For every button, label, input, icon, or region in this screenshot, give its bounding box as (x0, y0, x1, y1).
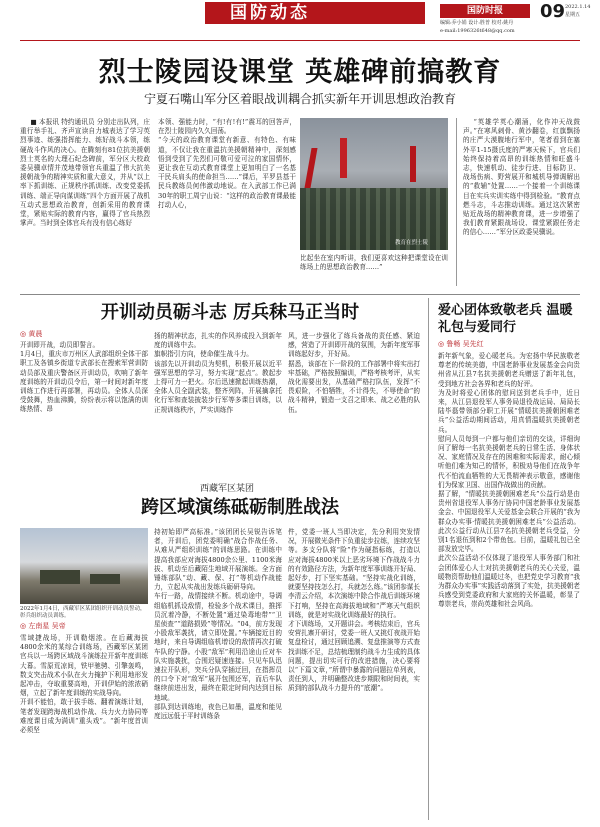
article3-kicker: 西藏军区某团 (200, 484, 255, 494)
lead-bottom-rule (20, 294, 580, 295)
page-number: 09 (540, 1, 566, 22)
article2-column-2: 扬的精神状态，扎实的作风养成投入到新年度的训练中去。 旗帜指引方向，使命催生战斗力。 该部先以开训动员为契机，积极开展以近平强军思想的学习，努力实现“起点”。教起步上得可力一把火。尔后迅速掀起训练热潮，全体人员全副武装，整齐列阵，开展擒拿托化行军和查装披装步行军等多课目训练，以正规训练秩序，严实训练作 (154, 332, 282, 414)
lead-column-3: 比起坐在室内听讲，我们更喜欢这种把课堂设在训练场上的思想政治教育……” (300, 254, 448, 272)
article3-headline: 跨区域演练砥砺制胜战法 (141, 497, 339, 518)
lead-column-4: “英雄学英心潮涌，化作冲天战鼓声。”在寒风刺骨、黄沙翻卷，红旗飘扬的庄严大漠腹地行军中，笔者看到在塞外平1-15摄氏度的严寒天候下，官兵们始终保持着高昂的训练热情和旺盛斗志，快速机动、徒步行进、目标防卫、战场伤病、野营展开和城机导弹调解出的“救辅”处置……一个接着一个训练课目在实兵实训实练中得到检验。“教育点燃斗志，斗志推动训练。通过这次紧密贴近战场的精神教育课，进一步增强了我们教育紧跟战场设、课堂紧跟任务走的信心……”军分区政委吴骥说。 (456, 118, 580, 286)
article3-photo-caption: 2022年1月4日，西藏军区某团组织开训动员誓动，彰兵组织动员训练。 (20, 606, 146, 619)
lead-column-1: ■ 本报讯 特约通讯员 分别走出队列，庄重行举手礼、齐声宣读自力城表达了学习英烈事迹、练强指挥能力、练好战斗本领，练硬战斗作风的决心。在腾刻有81位抗美援朝烈士英名的大理石纪念碑前，军分区大校政委吴骥卓情并茂地带领官兵重温了伟大抗美援朝战争的精神实质和重大意义，并从“以上率下抓训练、正规秩序抓训练、改变党委抓训练、端正导向谋训练”四个方面开展了战机互动式思想政治教育，创新采用的教育课堂，紧贴实际的教育内容，赢得了官兵热烈掌声。当时到全体官兵有没有信心练好 (20, 118, 150, 228)
article2-column-1: 开训即开战，动员即誓言。 1月4日，重庆市万州区人武部组织全体干部职工及各镇乡街道专武部长在搜索军营训防动员部及重庆警备区开训动员，吹响了新年度训练的开训动员令后，第一时间对新年度训练工作进行再部署，再动员。全体人员深受鼓舞，热血沸腾，纷纷表示将以饱满的训练热情、昂 (20, 341, 148, 414)
article3-byline: ◎ 左南星 吴帝 (20, 622, 66, 630)
editor-email: e-mail:1996326t648@qq.com (440, 28, 515, 34)
newspaper-logo: 国防时报 (440, 4, 530, 18)
right-column-divider (428, 298, 429, 820)
article2-byline: ◎ 黄晨 (20, 330, 43, 338)
lead-column-2: 本领、强能力时，“有!有!有!”震耳的回答声，在烈士陵园内久久回荡。 “今天的政治教育课堂有新意、有特色、有味道，不仅让我在重温抗美援朝精神中，深刻感悟到受到了先烈们可敬可爱可泣的家国情怀，更让我在互动式教育课堂上更加明白了一名基干民兵肩头的使命担当……”课后，平罗县基干民兵教练员何伟激动地说。在入武部工作已满30年的职工周宁山说：“这样的政治教育课最能打动人心， (158, 118, 296, 209)
article3-column-1: 雪域捷战场，开训勒烟浓。在后藏海拔4800余米的某综合训练场，西藏军区某团官兵以一场跨区域战斗演练拉开新年度训练大幕。雪原荒凉间，铁甲驰骋、引擎轰鸣，数支突击战术小队在火力掩护下利用地形发起冲击，夺取重要高地，开训伊始的浓浓硝烟，立起了新年度训练的实战导向。 开训不能怕，敢于拔手练、翻着演练计划，笔者发现跨海战机动作战、兵力火力协同等难度课目成为满训“重头戏”。“新年度首训必须坚 (20, 634, 148, 735)
header-rule (20, 40, 580, 41)
article3-column-3: 件，党委一班人当即决定，先分利用突发情况，开展微光条件下负重徒步拉练，连续攻坚等。多支分队将“险”作为硬指标练，打造以应对海拔4800米以上恶劣环境下作战战斗力的有效路径方法，为新年度军事训练开好局、起好步，打下坚实基础。“坚持实战化训练，就要坚持技怎么打，兵就怎么练。”该团参谋长李清云介绍，本次演练中除合作战后训练环境下打响，坚持在高海拔地域和“严寒天气组织训练，就是对实战化训练最好的执行。 才下训练场，又开题讲会。考核结束后，官兵安营扎寨开研讨，党委一班人又挑灯夜战开始复盘检讨，通过回顾追溯、复盘推演等方式查找训练不足，总结梳理制约战斗力生成的具体问题，提出切实可行的改进措施，决心要将以“下篇文章，”所谓中暴露的问题拉单列表，责任到人，并明确整改进步期限和时间表，实质到的部队战斗力提升的“底潮”。 (288, 528, 420, 693)
article4-headline: 爱心团体致敬老兵 温暖礼包与爱同行 (438, 303, 573, 335)
section-title: 国防动态 (230, 3, 310, 23)
lead-photo (300, 118, 448, 250)
article3-photo (20, 528, 148, 604)
issue-date: 2022.1.14 (565, 4, 591, 10)
lead-photo-caption: 教育在烈士陵 (395, 240, 429, 246)
issue-weekday: 星期五 (565, 12, 581, 18)
article4-byline: ◎ 鲁畅 吴先红 (438, 340, 484, 348)
article2-column-3: 风，进一步强化了练兵备战的责任感、紧迫感，营造了开训即开战的氛围，为新年度军事训练起好步，开好局。 据悉，该部在下一阶段的工作部署中将实出打牢基础，严格按照编训，严格考核考评，从实战化需要出发，从基础严格打队伍，发挥“不畏艰险，不怕牺牲，不计得失，不辱使命”的战斗精神，锻造一支召之即来、战之必胜的队伍。 (288, 332, 420, 414)
lead-subheadline: 宁夏石嘴山军分区着眼战训耦合抓实新年开训思想政治教育 (143, 92, 456, 106)
article2-headline: 开训动员砺斗志 厉兵秣马正当时 (100, 302, 360, 323)
lead-headline: 烈士陵园设课堂 英雄碑前搞教育 (98, 57, 502, 88)
editor-credits: 编辑:乔小娟 设计:胜普 校对:姚丹 (440, 20, 514, 26)
article4-body: 新年新气象，爱心暖老兵。为宏扬中华民族敬老尊老的传统美德，中国老龄事业发展基金会向贵州省从江县7名抗美援朝老兵赠送了新年礼包，受到地方社会各界和老兵的好评。 为及时将爱心团体的慰问送到老兵手中，近日来，从江县退役军人事务局退役战运局、局局长陆毕磊带领部分职工开展“情暖抗美援朝困难老兵”公益活动期间活动，用真情温暖抗美援朝老兵。 慰问人员每到一户都与他们亲切的交谈，详细询问了解每一名抗美援朝老兵的日常生活、身体状况、家庭情况及存在的困难和实际需求，耐心倾听他们难为知己的情怀，积极劝导他们在战争年代不怕流血牺牲的大无畏精神表示敬意，感谢他们为保家卫国、出国作战做出的贡献。 据了解，“情暖抗美援朝困难老兵”公益行动是由贵州省退役军人事务厅协同中国老龄事业发展基金会、中国退役军人关爱基金会联合开展的“我为群众办实事·情暖抗美援朝困难老兵”公益活动。此次公益行动从江县7名抗美援朝老兵受益，分别1名退伍到和2个带鱼包。目前，温暖礼包已全部发放完毕。 此次公益活动不仅体现了退役军人事务部门和社会团体爱心人士对抗美援朝老兵的关心关爱，温暖物资帮助他们温暖过冬，也把党史学习教育“我为群众办实事”实践活动落到了实处，抗美援朝老兵感受到党委政府和大家庭的关怀温暖，彰显了尊崇老兵，崇尚英雄和社会风尚。 (438, 352, 580, 609)
article3-column-2: 持初始即严高标准。”该团团长吴锐告诉笔者，开训后，团党委明确“战合作战任务、从难从严组织训练”的训练思路。在训练中提高我部应对海拔4800余公里、1100米海拔、机动至后藏陌生地域开展演练。全方面锤练部队“动、藏、保、打”等机动作战能力，立起从实战出发练兵砺研导向。 车行一路，战情接续不断。机动途中，导调组临机抓设敌情，检验多个战术课目，推挥员沉着冷静，不断处置“通过染毒地带”“卫星侦查”“道路损毁”等情况。“04，前方发现小股敌军袭扰，请立即处置。”车辆接近目的地时，来自导调组临机增设的敌情再次打破车队的宁静。小股“敌军”利用沿途山丘对车队实施袭扰，合围迟疑速连接。只见车队迅速拉开队形，突兵分队穿插迂回，在指挥员的口令下对“敌军”展开包围还军，而后车队继续前进出发，最终在限定时间内达到目标地域。 部队到达训练地，夜色已如墨，温度和能见度远远低于平时训练条 (154, 528, 282, 721)
